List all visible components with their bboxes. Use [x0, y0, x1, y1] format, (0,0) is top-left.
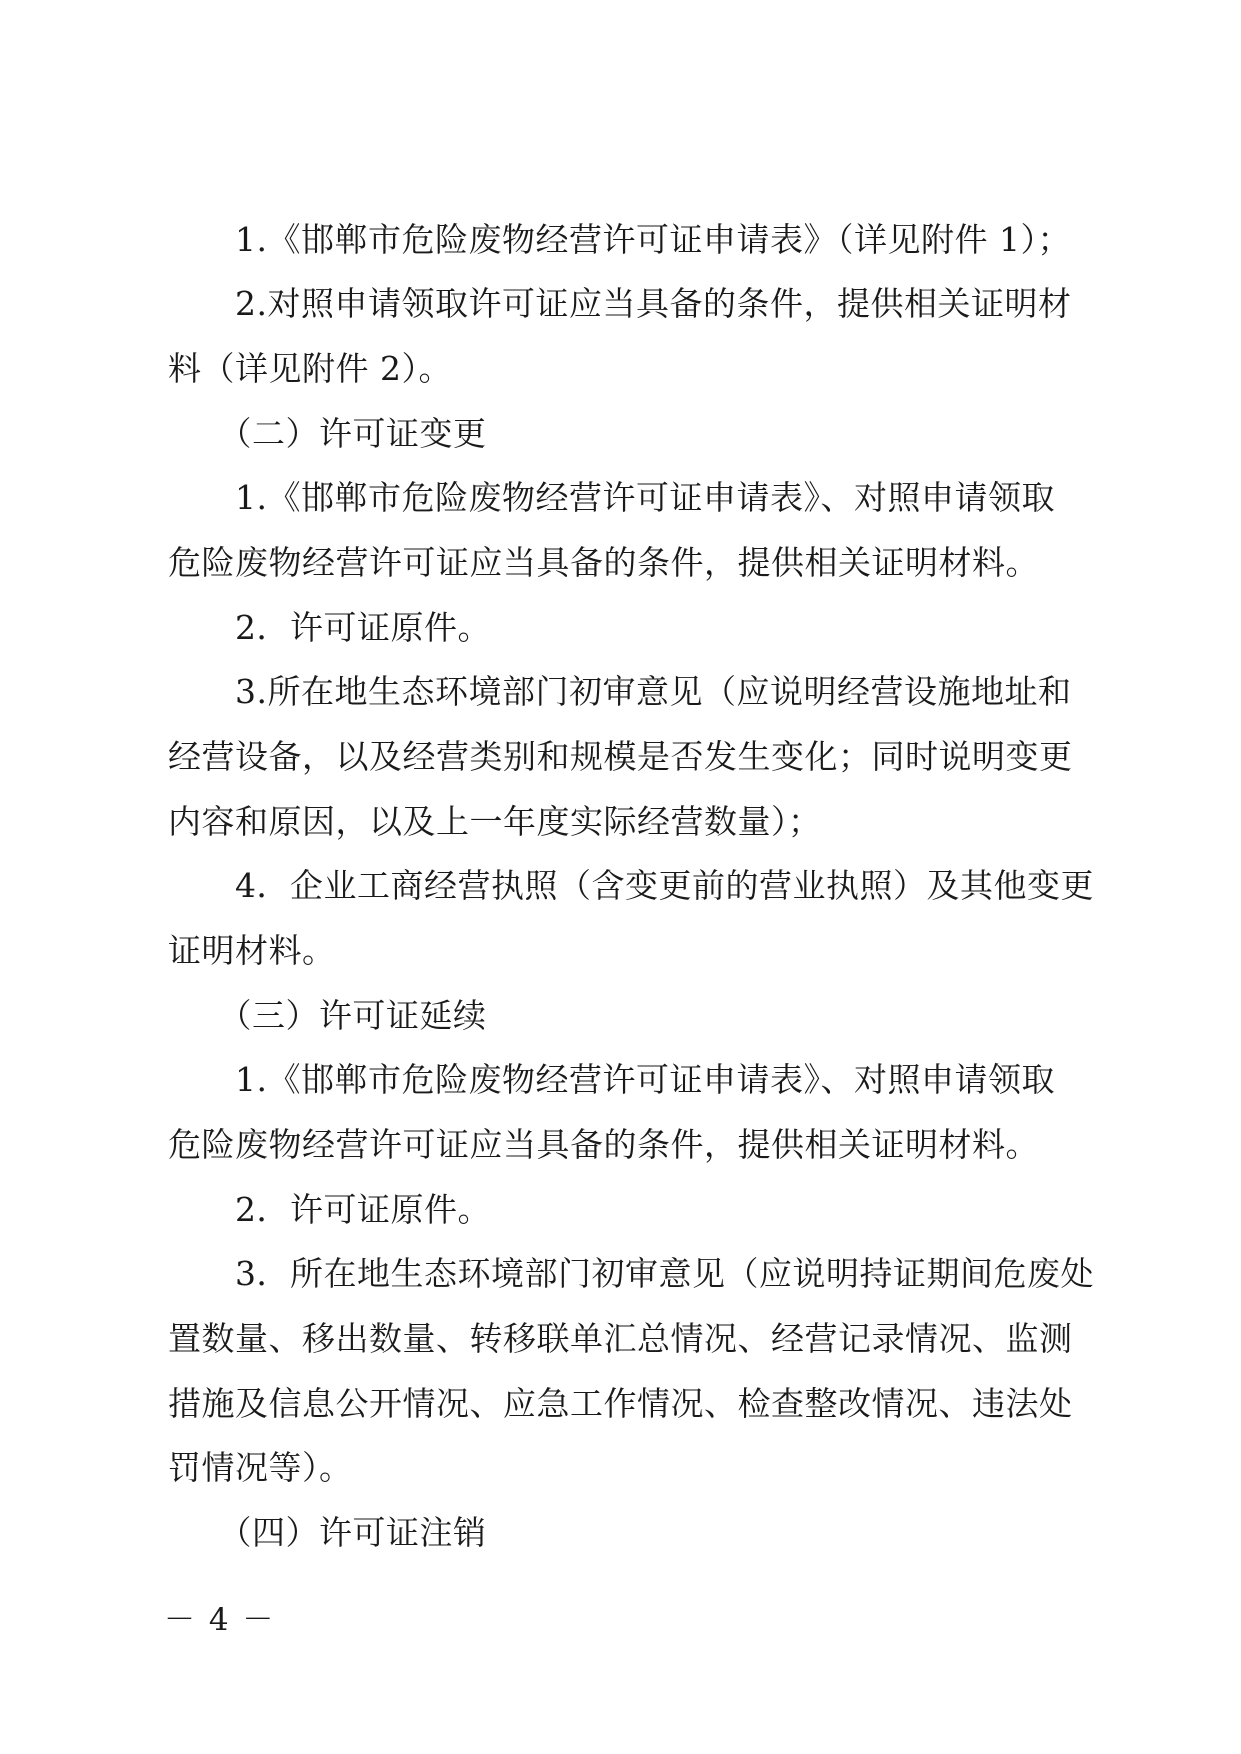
text-line: 1.《邯郸市危险废物经营许可证申请表》、对照申请领取 — [168, 478, 1055, 517]
section-heading: （四）许可证注销 — [168, 1513, 487, 1552]
text-line: 内容和原因，以及上一年度实际经营数量）； — [168, 802, 822, 841]
section-heading: （二）许可证变更 — [168, 414, 487, 453]
page-number: － 4 － — [164, 1602, 276, 1638]
text-line: 证明材料。 — [168, 931, 336, 970]
text-line: 危险废物经营许可证应当具备的条件，提供相关证明材料。 — [168, 1125, 1039, 1164]
text-line: 4．企业工商经营执照（含变更前的营业执照）及其他变更 — [168, 866, 1094, 905]
text-line: 措施及信息公开情况、应急工作情况、检查整改情况、违法处 — [168, 1384, 1073, 1423]
text-line: 危险废物经营许可证应当具备的条件，提供相关证明材料。 — [168, 543, 1039, 582]
text-line: 3.所在地生态环境部门初审意见（应说明经营设施地址和 — [168, 672, 1072, 711]
text-line: 2.对照申请领取许可证应当具备的条件，提供相关证明材 — [168, 284, 1072, 323]
text-line: 1.《邯郸市危险废物经营许可证申请表》（详见附件 1）； — [168, 220, 1071, 259]
text-line: 置数量、移出数量、转移联单汇总情况、经营记录情况、监测 — [168, 1319, 1073, 1358]
text-line: 2．许可证原件。 — [168, 1190, 491, 1229]
text-line: 料（详见附件 2）。 — [168, 349, 452, 388]
text-line: 2．许可证原件。 — [168, 608, 491, 647]
section-heading: （三）许可证延续 — [168, 996, 487, 1035]
text-line: 经营设备，以及经营类别和规模是否发生变化；同时说明变更 — [168, 737, 1073, 776]
text-line: 3．所在地生态环境部门初审意见（应说明持证期间危废处 — [168, 1254, 1094, 1293]
text-line: 1.《邯郸市危险废物经营许可证申请表》、对照申请领取 — [168, 1060, 1055, 1099]
text-line: 罚情况等）。 — [168, 1448, 353, 1487]
